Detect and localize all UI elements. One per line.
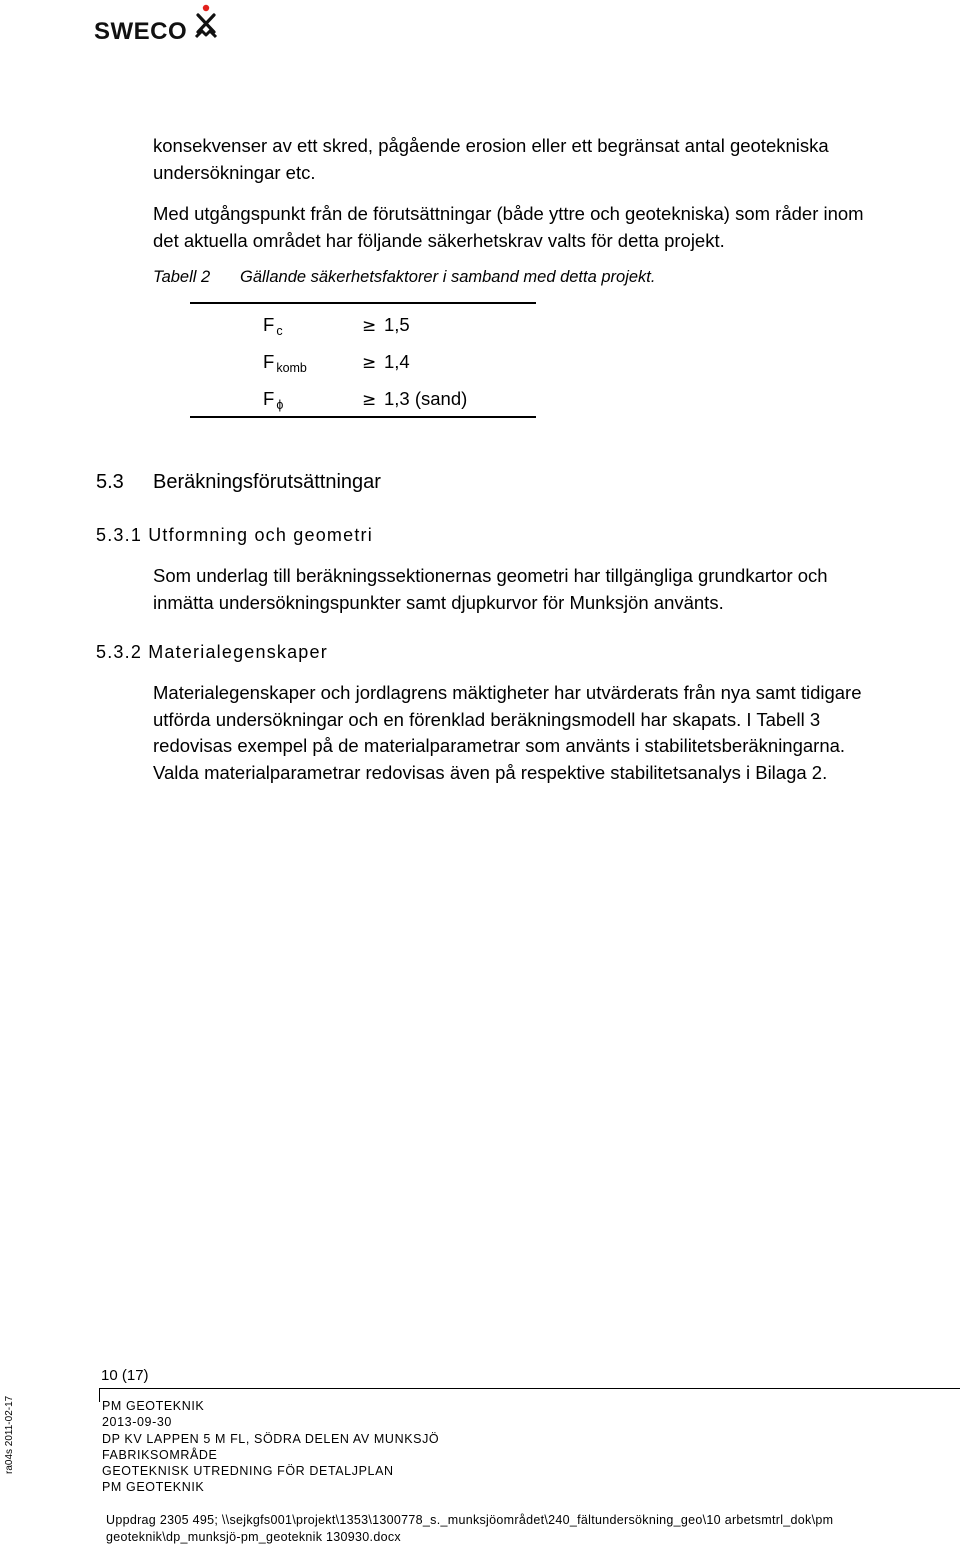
footer-report-title: GEOTEKNISK UTREDNING FÖR DETALJPLAN bbox=[102, 1464, 394, 1478]
factor-symbol-komb: F $_{komb}$ bbox=[263, 351, 307, 375]
factor-value-komb: ≥ 1,4 bbox=[362, 351, 410, 373]
table-caption-label: Tabell 2 bbox=[153, 268, 211, 286]
factor-symbol-phi: F $_\phi$ bbox=[263, 388, 284, 412]
logo-figure-icon bbox=[194, 4, 218, 40]
text-line: det aktuella området har följande säkerhetskrav valts för detta projekt. bbox=[153, 229, 725, 251]
footer-project-line-2: FABRIKSOMRÅDE bbox=[102, 1448, 218, 1462]
table-caption-text: Gällande säkerhetsfaktorer i samband med detta projekt. bbox=[240, 268, 656, 286]
footer-project-line-1: DP KV LAPPEN 5 M FL, SÖDRA DELEN AV MUNKSJÖ bbox=[102, 1432, 440, 1446]
text-line: Materialegenskaper och jordlagrens mäktigheter har utvärderats från nya samt tidigare bbox=[153, 682, 862, 703]
intro-paragraph bbox=[153, 133, 829, 186]
section-number: 5.3 bbox=[96, 471, 124, 493]
footer-doc-type: PM GEOTEKNIK bbox=[102, 1399, 205, 1413]
template-code: ra04s 2011-02-17 bbox=[4, 1395, 15, 1474]
text-line: Med utgångspunkt från de förutsättningar (både yttre och geotekniska) som råder inom bbox=[153, 203, 864, 224]
footer-file-path-1: Uppdrag 2305 495; \\sejkgfs001\projekt\1353\1300778_s._munksjöområdet\240_fältundersökning_geo\10 arbetsmtrl_dok\pm bbox=[106, 1513, 834, 1527]
footer-rule bbox=[100, 1388, 960, 1389]
logo-text: SWECO bbox=[94, 18, 188, 45]
section-title: Beräkningsförutsättningar bbox=[153, 471, 381, 493]
text-line: inmätta undersökningspunkter samt djupkurvor för Munksjön använts. bbox=[153, 591, 724, 613]
factor-symbol-c: F $_c$ bbox=[263, 314, 283, 338]
footer-doc-type-2: PM GEOTEKNIK bbox=[102, 1480, 205, 1494]
subsection-heading-5-3-1: 5.3.1 Utformning och geometri bbox=[96, 525, 373, 545]
section-heading-5-3 bbox=[96, 471, 381, 494]
text-line: konsekvenser av ett skred, pågående erosion eller ett begränsat antal geotekniska bbox=[153, 135, 829, 156]
factor-value-phi: ≥ 1,3 (sand) bbox=[362, 388, 468, 410]
greater-equal-sign: ≥ bbox=[362, 316, 377, 336]
sweco-logo bbox=[94, 4, 224, 48]
subsection-heading-5-3-2: 5.3.2 Materialegenskaper bbox=[96, 642, 328, 662]
footer-date: 2013-09-30 bbox=[102, 1415, 172, 1429]
material-paragraph bbox=[153, 680, 862, 786]
geometry-paragraph bbox=[153, 563, 828, 616]
table-caption bbox=[153, 268, 655, 287]
factor-value-c: ≥ 1,5 bbox=[362, 314, 410, 336]
greater-equal-sign: ≥ bbox=[362, 390, 377, 410]
table-top-rule bbox=[190, 302, 536, 304]
text-line: utförda undersökningar och en förenklad beräkningsmodell har skapats. I Tabell 3 bbox=[153, 708, 821, 730]
greater-equal-sign: ≥ bbox=[362, 353, 377, 373]
page-number: 10 (17) bbox=[101, 1367, 149, 1384]
text-line: redovisas exempel på de materialparametrar som använts i stabilitetsberäkningarna. bbox=[153, 735, 846, 756]
text-line: undersökningar etc. bbox=[153, 161, 316, 183]
text-line: Som underlag till beräkningssektionernas geometri har tillgängliga grundkartor och bbox=[153, 565, 828, 586]
footer-rule-tick bbox=[99, 1388, 100, 1402]
requirements-paragraph bbox=[153, 201, 864, 254]
footer-file-path-2: geoteknik\dp_munksjö-pm_geoteknik 130930.docx bbox=[106, 1530, 401, 1544]
text-line: Valda materialparametrar redovisas även på respektive stabilitetsanalys i Bilaga 2. bbox=[153, 761, 828, 783]
table-bottom-rule bbox=[190, 416, 536, 418]
